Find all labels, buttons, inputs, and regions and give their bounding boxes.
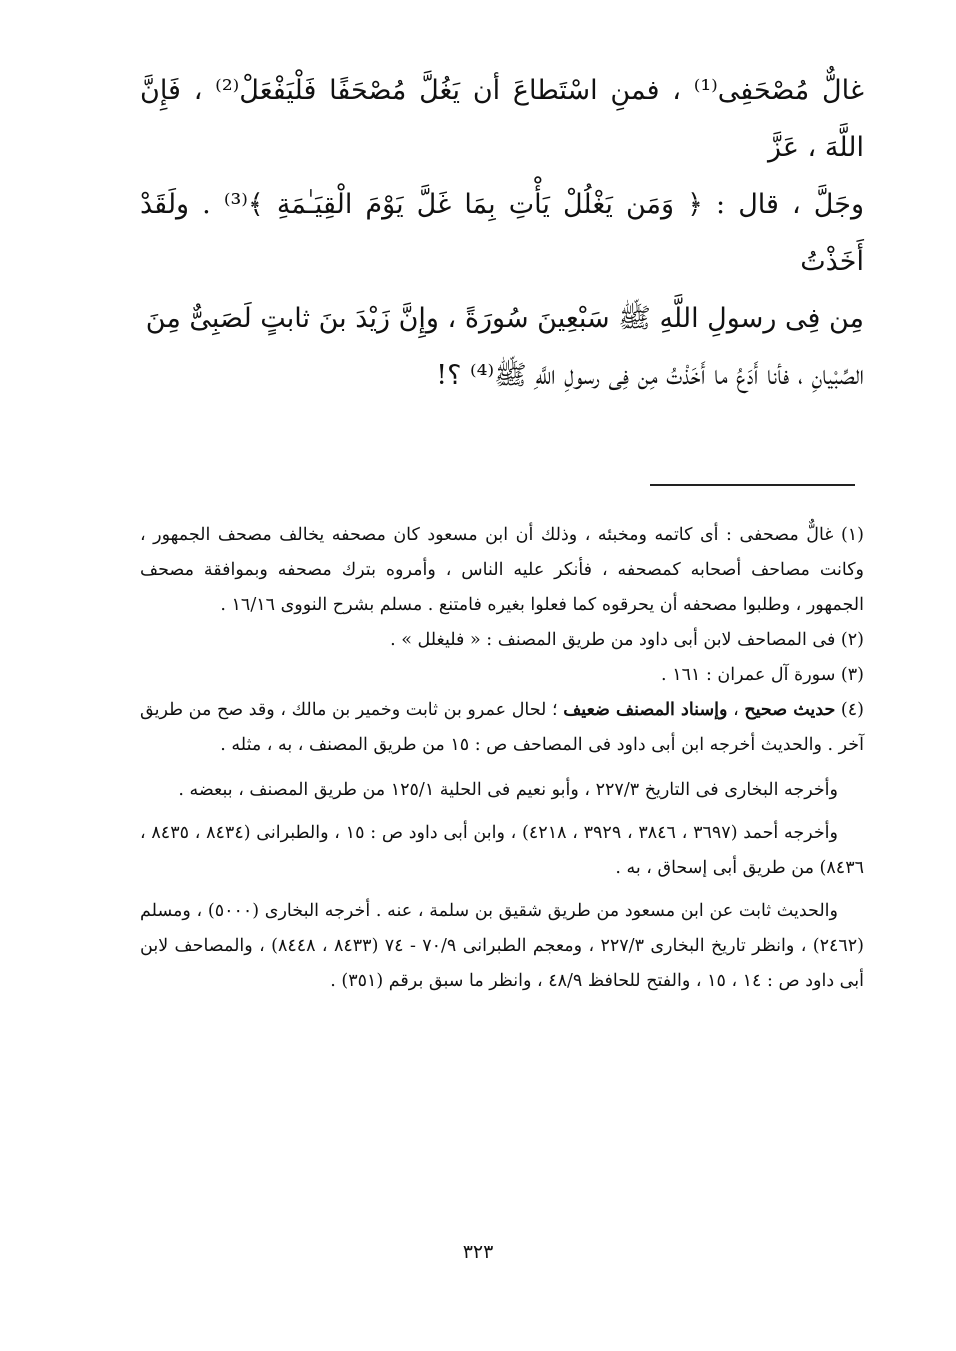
footnote-4-paragraph-2: وأخرجه البخارى فى التاريخ ٢٢٧/٣ ، وأبو نعيم فى الحلية ١٢٥/١ من طريق المصنف ، ببعضه .: [178, 780, 838, 800]
footnote-4-marker: (٤): [840, 700, 864, 720]
footnote-4-paragraph-3: وأخرجه أحمد (٣٦٩٧ ، ٣٨٤٦ ، ٣٩٢٩ ، ٤٢١٨) ، وابن أبى داود ص : ١٥ ، والطبرانى (٨٤٣٤ ، ٨٤٣٥ ، ٨٤٣٦) من طريق أبى إسحاق ، به .: [140, 823, 864, 878]
footnote-4-text: ؛ لحال عمرو بن ثابت وخمير بن مالك ، وقد صح من طريق آخر . والحديث أخرجه ابن أبى داود فى المصاحف ص : ١٥ من طريق المصنف ، به ، مثله .: [140, 700, 864, 755]
footnote-4-paragraph-4: والحديث ثابت عن ابن مسعود من طريق شقيق بن سلمة ، عنه . أخرجه البخارى (٥٠٠٠) ، ومسلم (٢٤٦٢) ، وانظر تاريخ البخارى ٢٢٧/٣ ، ومعجم الطبرانى ٧٠/٩ - ٧٤ (٨٤٣٣ ، ٨٤٤٨) ، والمصاحف لابن أبى داود ص : ١٤ ، ١٥ ، والفتح للحافظ ٤٨/٩ ، وانظر ما سبق برقم (٣٥١) .: [140, 901, 864, 991]
footnotes-block: [140, 518, 864, 999]
footnote-1: (١) غالٌّ مصحفى : أى كاتمه ومخبئه ، وذلك أن ابن مسعود كان مصحفه يخالف مصحف الجمهور ، وكانت مصاحف أصحابه كمصحفه ، فأنكر عليه الناس ، وأمروه بترك مصحفه وبموافقة مصحف الجمهور ، وطلبوا مصحفه أن يحرقوه كما فعلوا بغيره فامتنع . مسلم بشرح النووى ١٦/١٦ .: [140, 525, 864, 615]
main-text-line: غالٌّ مُصْحَفِى⁽¹⁾ ، فمنِ اسْتَطاعَ أن يَغُلَّ مُصْحَفًا فَلْيَفْعَلْ⁽²⁾ ، فَإِنَّ اللَّهَ ، عَزَّ: [140, 75, 864, 163]
page-number: ٣٢٣: [462, 1241, 494, 1263]
footnote-4-separator: ،: [733, 700, 739, 720]
main-text-line: الصِّبْيانِ ، فأنا أَدَعُ ما أَخَذْتُ مِن فِى رسولِ اللَّهِ ﷺ⁽⁴⁾ ؟!: [436, 360, 864, 391]
main-text-line: وجَلَّ ، قال : ﴿ وَمَن يَغْلُلْ يَأْتِ بِمَا غَلَّ يَوْمَ الْقِيَـٰمَةِ ﴾⁽³⁾ . ولَقَدْ أَخَذْتُ: [140, 189, 864, 277]
main-text-block: [140, 62, 864, 404]
footnote-3: (٣) سورة آل عمران : ١٦١ .: [661, 665, 864, 685]
footnote-separator: [650, 484, 855, 486]
footnote-2: (٢) فى المصاحف لابن أبى داود من طريق المصنف : « فليغلل » .: [390, 630, 864, 650]
main-text-line: مِن فِى رسولِ اللَّهِ ﷺ سَبْعِينَ سُورَةً ، وإِنَّ زَيْدَ بنَ ثابتٍ لَصَبِىٌّ مِنَ: [145, 303, 864, 334]
footnote-4-grade: حديث صحيح: [744, 700, 836, 720]
footnote-4-isnad-grade: وإسناد المصنف ضعيف: [563, 700, 728, 720]
footnote-4: [140, 693, 864, 763]
